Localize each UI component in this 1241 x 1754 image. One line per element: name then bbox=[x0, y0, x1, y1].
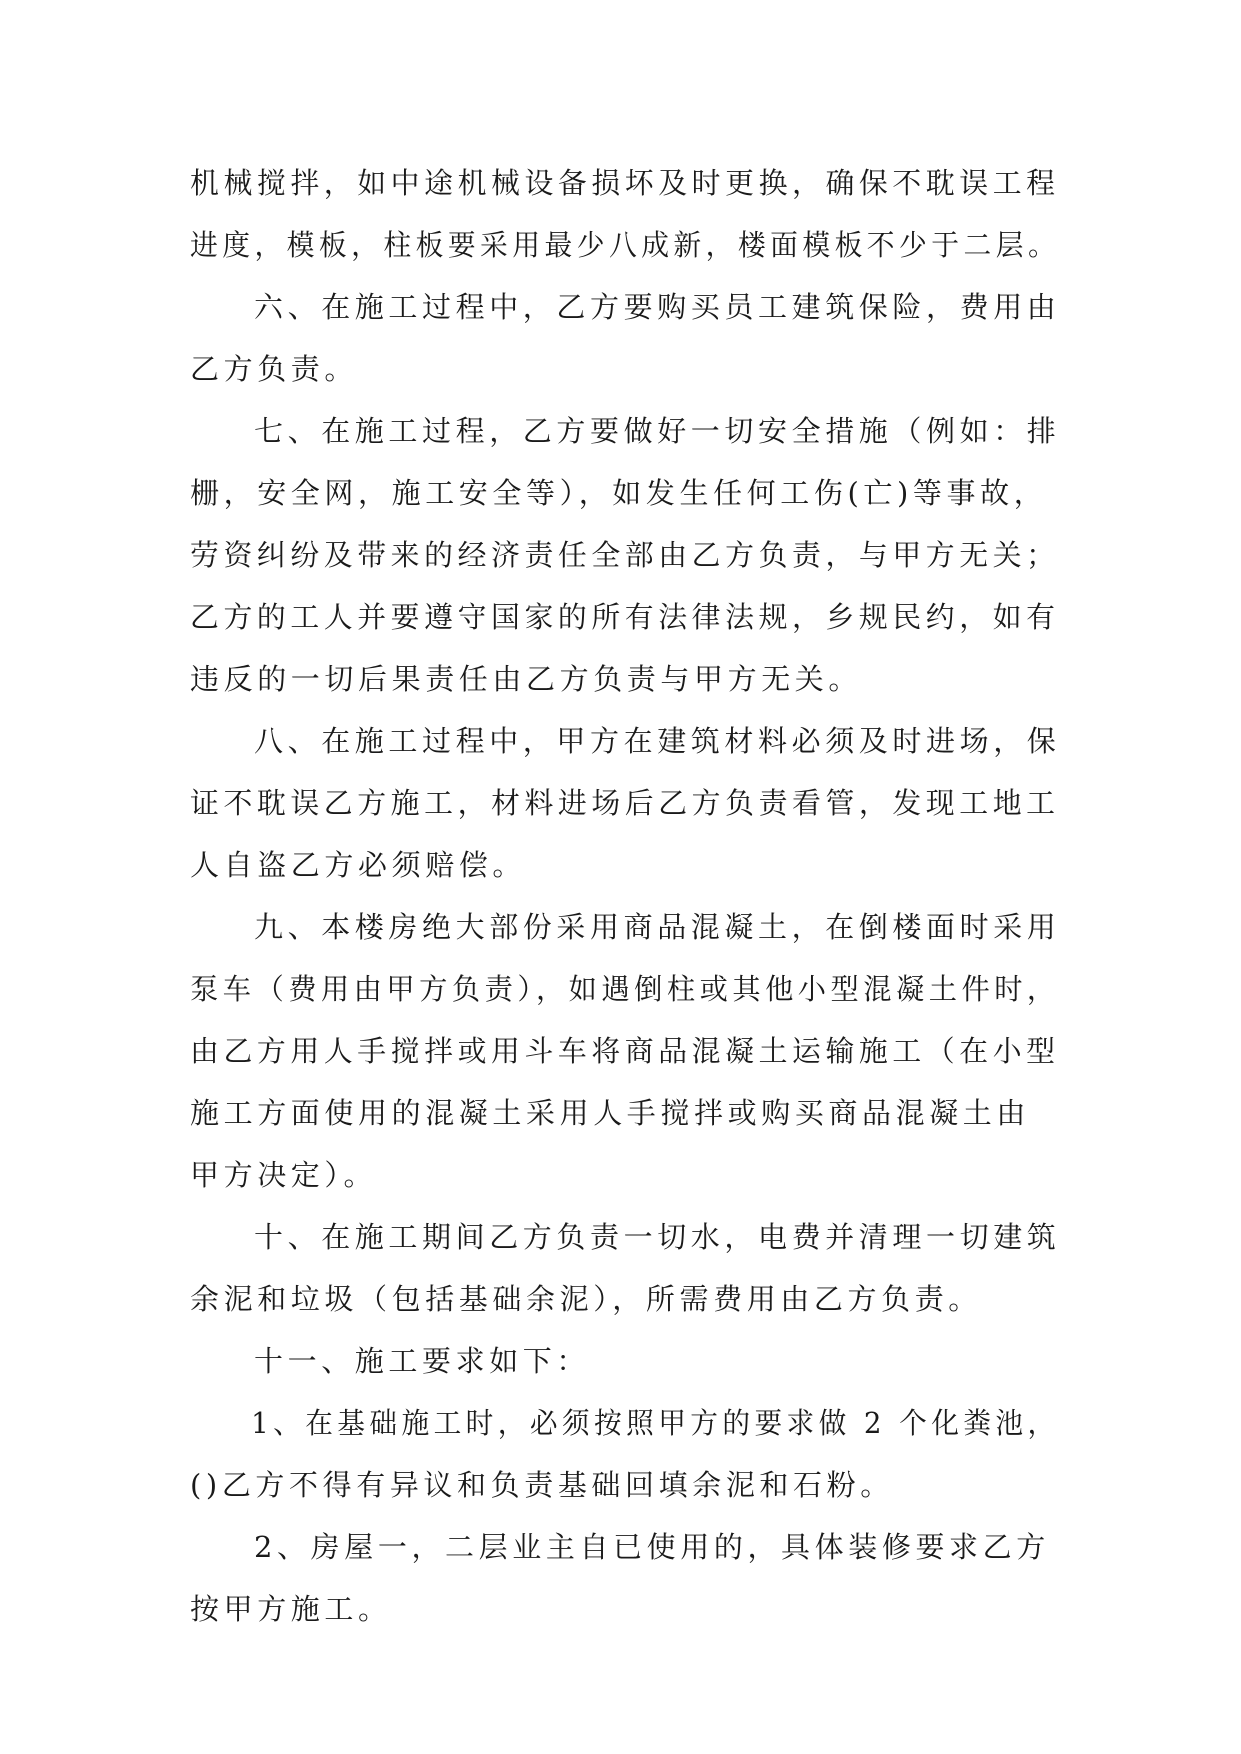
paragraph bbox=[190, 896, 1060, 1206]
text-line: 余泥和垃圾（包括基础余泥），所需费用由乙方负责。 bbox=[190, 1282, 982, 1316]
text-line: 由乙方用人手搅拌或用斗车将商品混凝土运输施工（在小型 bbox=[190, 1034, 1060, 1068]
text-line: 乙方负责。 bbox=[190, 352, 359, 386]
text-line: 按甲方施工。 bbox=[190, 1592, 392, 1626]
paragraph bbox=[190, 710, 1060, 896]
paragraph bbox=[190, 1392, 1060, 1516]
text-line: 甲方决定）。 bbox=[190, 1158, 378, 1192]
text-line: 泵车（费用由甲方负责），如遇倒柱或其他小型混凝土件时， bbox=[190, 972, 1060, 1006]
text-line: 人自盗乙方必须赔偿。 bbox=[190, 848, 527, 882]
text-line: 证不耽误乙方施工，材料进场后乙方负责看管，发现工地工 bbox=[190, 786, 1060, 820]
document-body bbox=[190, 152, 1060, 1640]
text-line: 违反的一切后果责任由乙方负责与甲方无关。 bbox=[190, 662, 863, 696]
text-line: 十、在施工期间乙方负责一切水，电费并清理一切建筑 bbox=[254, 1220, 1061, 1254]
text-line: 七、在施工过程，乙方要做好一切安全措施（例如：排 bbox=[254, 414, 1061, 448]
text-line: 六、在施工过程中，乙方要购买员工建筑保险，费用由 bbox=[254, 290, 1061, 324]
paragraph bbox=[190, 152, 1060, 276]
text-line: 劳资纠纷及带来的经济责任全部由乙方负责，与甲方无关； bbox=[190, 538, 1060, 572]
text-line: 机械搅拌，如中途机械设备损坏及时更换，确保不耽误工程 bbox=[190, 166, 1060, 200]
text-line: 十一、施工要求如下： bbox=[254, 1344, 591, 1378]
text-line: 九、本楼房绝大部份采用商品混凝土，在倒楼面时采用 bbox=[254, 910, 1061, 944]
paragraph bbox=[190, 400, 1060, 710]
text-line: 栅，安全网，施工安全等），如发生任何工伤(亡)等事故， bbox=[190, 476, 1048, 510]
paragraph bbox=[190, 1516, 1060, 1640]
text-line: ()乙方不得有异议和负责基础回填余泥和石粉。 bbox=[190, 1468, 894, 1502]
paragraph bbox=[190, 276, 1060, 400]
text-line: 乙方的工人并要遵守国家的所有法律法规，乡规民约，如有 bbox=[190, 600, 1060, 634]
text-line: 施工方面使用的混凝土采用人手搅拌或购买商品混凝土由 bbox=[190, 1096, 1031, 1130]
text-line: 八、在施工过程中，甲方在建筑材料必须及时进场，保 bbox=[254, 724, 1061, 758]
text-line: 2、房屋一，二层业主自已使用的，具体装修要求乙方 bbox=[254, 1530, 1050, 1564]
text-line: 进度，模板，柱板要采用最少八成新，楼面模板不少于二层。 bbox=[190, 228, 1061, 262]
paragraph bbox=[190, 1206, 1060, 1330]
text-line: 1、在基础施工时，必须按照甲方的要求做 2 个化粪池， bbox=[251, 1406, 1060, 1440]
paragraph bbox=[190, 1330, 1060, 1392]
